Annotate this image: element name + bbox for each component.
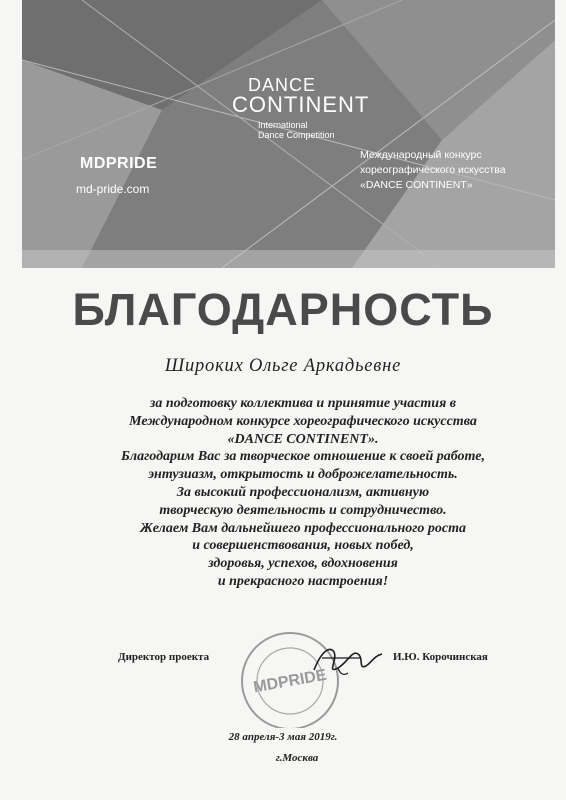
logo-subtitle1: International — [258, 120, 308, 130]
website-text: md-pride.com — [76, 182, 150, 196]
recipient-name: Широких Ольге Аркадьевне — [164, 356, 402, 376]
certificate-body — [20, 395, 566, 591]
logo-subtitle2: Dance Competition — [258, 130, 335, 140]
contest-description — [360, 148, 506, 193]
director-name: И.Ю. Корочинская — [393, 651, 488, 663]
director-signature — [308, 640, 388, 680]
body-line: Желаем Вам дальнейшего профессионального роста — [139, 520, 467, 536]
dance-continent-logo — [232, 76, 369, 140]
event-date: 28 апреля-3 мая 2019г. — [228, 731, 338, 743]
director-label: Директор проекта — [118, 651, 210, 663]
body-line: и совершенствования, новых побед, — [192, 538, 414, 554]
contest-line3: «DANCE CONTINENT» — [360, 179, 473, 191]
body-line: творческую деятельность и сотрудничество. — [159, 502, 447, 518]
body-line: «DANCE CONTINENT». — [227, 431, 379, 447]
body-line: Международном конкурсе хореографического искусства — [129, 413, 477, 429]
contest-line1: Международный конкурс — [360, 149, 482, 161]
body-line: за подготовку коллектива и принятие участия в — [149, 396, 457, 411]
header-banner — [22, 0, 555, 268]
body-line: и прекрасного настроения! — [217, 573, 389, 589]
svg-text:MDPRIDE: MDPRIDE — [252, 666, 328, 697]
body-line: энтузиазм, открытость и доброжелательность. — [148, 467, 458, 483]
logo-line1: DANCE — [248, 75, 317, 95]
body-line: Благодарим Вас за творческое отношение к своей работе, — [121, 449, 485, 465]
event-city: г.Москва — [275, 752, 319, 764]
body-line: За высокий профессионализм, активную — [176, 484, 430, 500]
certificate-title: БЛАГОДАРНОСТЬ — [72, 284, 494, 335]
logo-line2: CONTINENT — [232, 92, 370, 117]
body-line: здоровья, успехов, вдохновения — [208, 556, 398, 572]
contest-line2: хореографического искусства — [360, 164, 506, 176]
organizer-logo: MDPRIDE — [80, 155, 158, 172]
